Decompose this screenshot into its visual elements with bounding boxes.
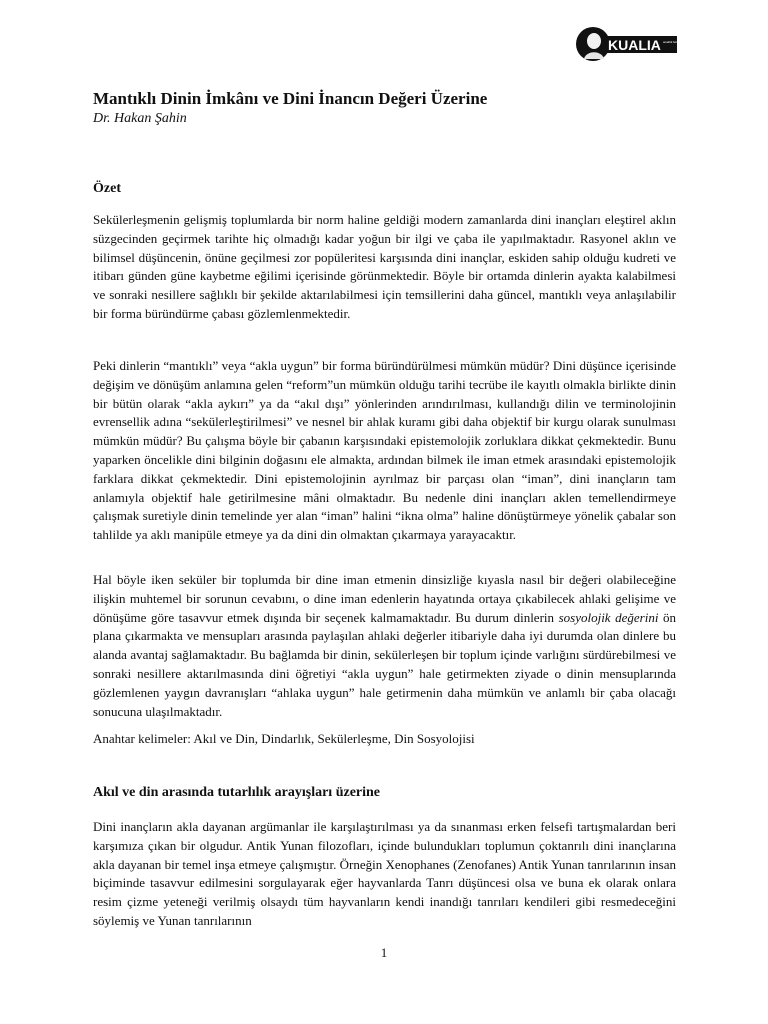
kualia-logo (575, 26, 692, 62)
sociological-value-emphasis: sosyolojik değerini (558, 609, 659, 625)
section-paragraph-1: Dini inançların akla dayanan argümanlar ile karşılaştırılması ya da sınanması erken felsefi tartışmalardan beri karşımıza çıkan bir olgudur. Antik Yunan filozofları, içinde bulundukları toplumun çoktanrılı dini inançlarına akla dayanan bir temel inşa etmeye çalışmıştır. Örneğin Xenophanes (Zenofanes) Antik Yunan tanrılarının insan biçiminde tasavvur edilmesini sorgulayarak eğer hayvanlarda Tanrı düşüncesi olsa ve buna ek olarak onlara resim çizme yeteneği verilmiş olsaydı tüm hayvanların kendi inandığı tanrıları kendileri gibi resmedeceğini söylemiş ve Yunan tanrılarının (93, 819, 676, 928)
article-title: Mantıklı Dinin İmkânı ve Dini İnancın Değeri Üzerine (93, 89, 488, 108)
keywords: Anahtar kelimeler: Akıl ve Din, Dindarlık, Sekülerleşme, Din Sosyolojisi (93, 731, 475, 746)
logo-subtext: analitik felsefe dergisi (663, 40, 692, 44)
logo-text: KUALIA (608, 37, 661, 53)
abstract-paragraph-3-start: Hal böyle iken seküler bir toplumda bir dine iman etmenin dinsizliğe kıyasla nasıl bir değeri olabileceğine ilişkin muhtemel bir sorunun cevabını, o dine iman edenlerin hayatında ortaya çıkabilecek ahlaki gelişime ve dönüşüme göre tasavvur etmek dışında bir seçenek kalmamaktadır. Bu durum dinlerin (93, 572, 676, 625)
abstract-paragraph-1: Sekülerleşmenin gelişmiş toplumlarda bir norm haline geldiği modern zamanlarda dini inançları eleştirel aklın süzgecinden geçirmek tarihte hiç olmadığı kadar yoğun bir ilgi ve çaba ile yapılmaktadır. Rasyonel aklın ve bilimsel düşüncenin, önüne geçilmesi zor popüleritesi karşısında dini inançlar, eskiden sahip olduğu kudreti ve itibarı günden güne kaybetme eğilimi içerisinde görünmektedir. Böyle bir ortamda dinlerin ayakta kalabilmesi ve sonraki nesillere sağlıklı bir şekilde aktarılabilmesi için temsillerini daha güncel, mantıklı veya anlaşılabilir bir forma büründürme çabası gözlemlenmektedir. (93, 212, 676, 321)
abstract-paragraph-3-end: ön plana çıkarmakta ve mensupları arasında paylaşılan ahlaki değerler itibariyle daha iyi durumda olan dinlere bu alanda avantaj sağlamaktadır. Bu bağlamda bir dinin, sekülerleşen bir toplum içinde varlığını sürdürebilmesi ve sonraki nesillere aktarılmasında dini öğretiyi “akla uygun” hale getirmekten ziyade o dinin mensuplarında gözlemlenen yaygın davranışları “ahlaka uygun” hale getirmenin daha mümkün ve anlamlı bir çaba olacağı sonucuna ulaşılmaktadır. (93, 609, 677, 719)
page-number: 1 (380, 945, 388, 960)
abstract-paragraph-3 (93, 571, 676, 721)
section-heading: Akıl ve din arasında tutarlılık arayışları üzerine (93, 785, 381, 800)
article-author: Dr. Hakan Şahin (93, 111, 187, 126)
kualia-logo-mark (575, 26, 692, 62)
abstract-heading: Özet (93, 181, 121, 196)
abstract-paragraph-2: Peki dinlerin “mantıklı” veya “akla uygun” bir forma büründürülmesi mümkün müdür? Dini düşünce içerisinde değişim ve dönüşüm anlamına gelen “reform”un mümkün olduğu tarihi tecrübe ile kayıtlı olmakla birlikte dinin bir bütün olarak “akla aykırı” ya da “akıl dışı” yönlerinden arındırılması, kullandığı dilin ve terminolojinin evrensellik adına “sekülerleştirilmesi” ve nesnel bir ahlak kuramı gibi daha objektif bir kurgu olarak sunulması mümkün müdür? Bu çalışma böyle bir çabanın karşısındaki epistemolojik zorluklara dikkat çekmektedir. Bunu yaparken öncelikle dini bilginin doğasını ele almakta, ardından bilmek ile iman etmek arasındaki epistemolojik farklara dikkat çekmektedir. Dini epistemolojinin ayrılmaz bir parçası olan “iman”, dini inançların tam anlamıyla objektif hale getirilmesine mâni olmaktadır. Bu nedenle dini inançları aklen temellendirmeye çalışmak suretiyle dinin temelinde yer alan “iman” halini “ikna olma” haline dönüştürmeye yönelik çabalar son tahlilde ya aklı manipüle etmeye ya da dini din olmaktan çıkarmaya yarayacaktır. (93, 358, 676, 543)
